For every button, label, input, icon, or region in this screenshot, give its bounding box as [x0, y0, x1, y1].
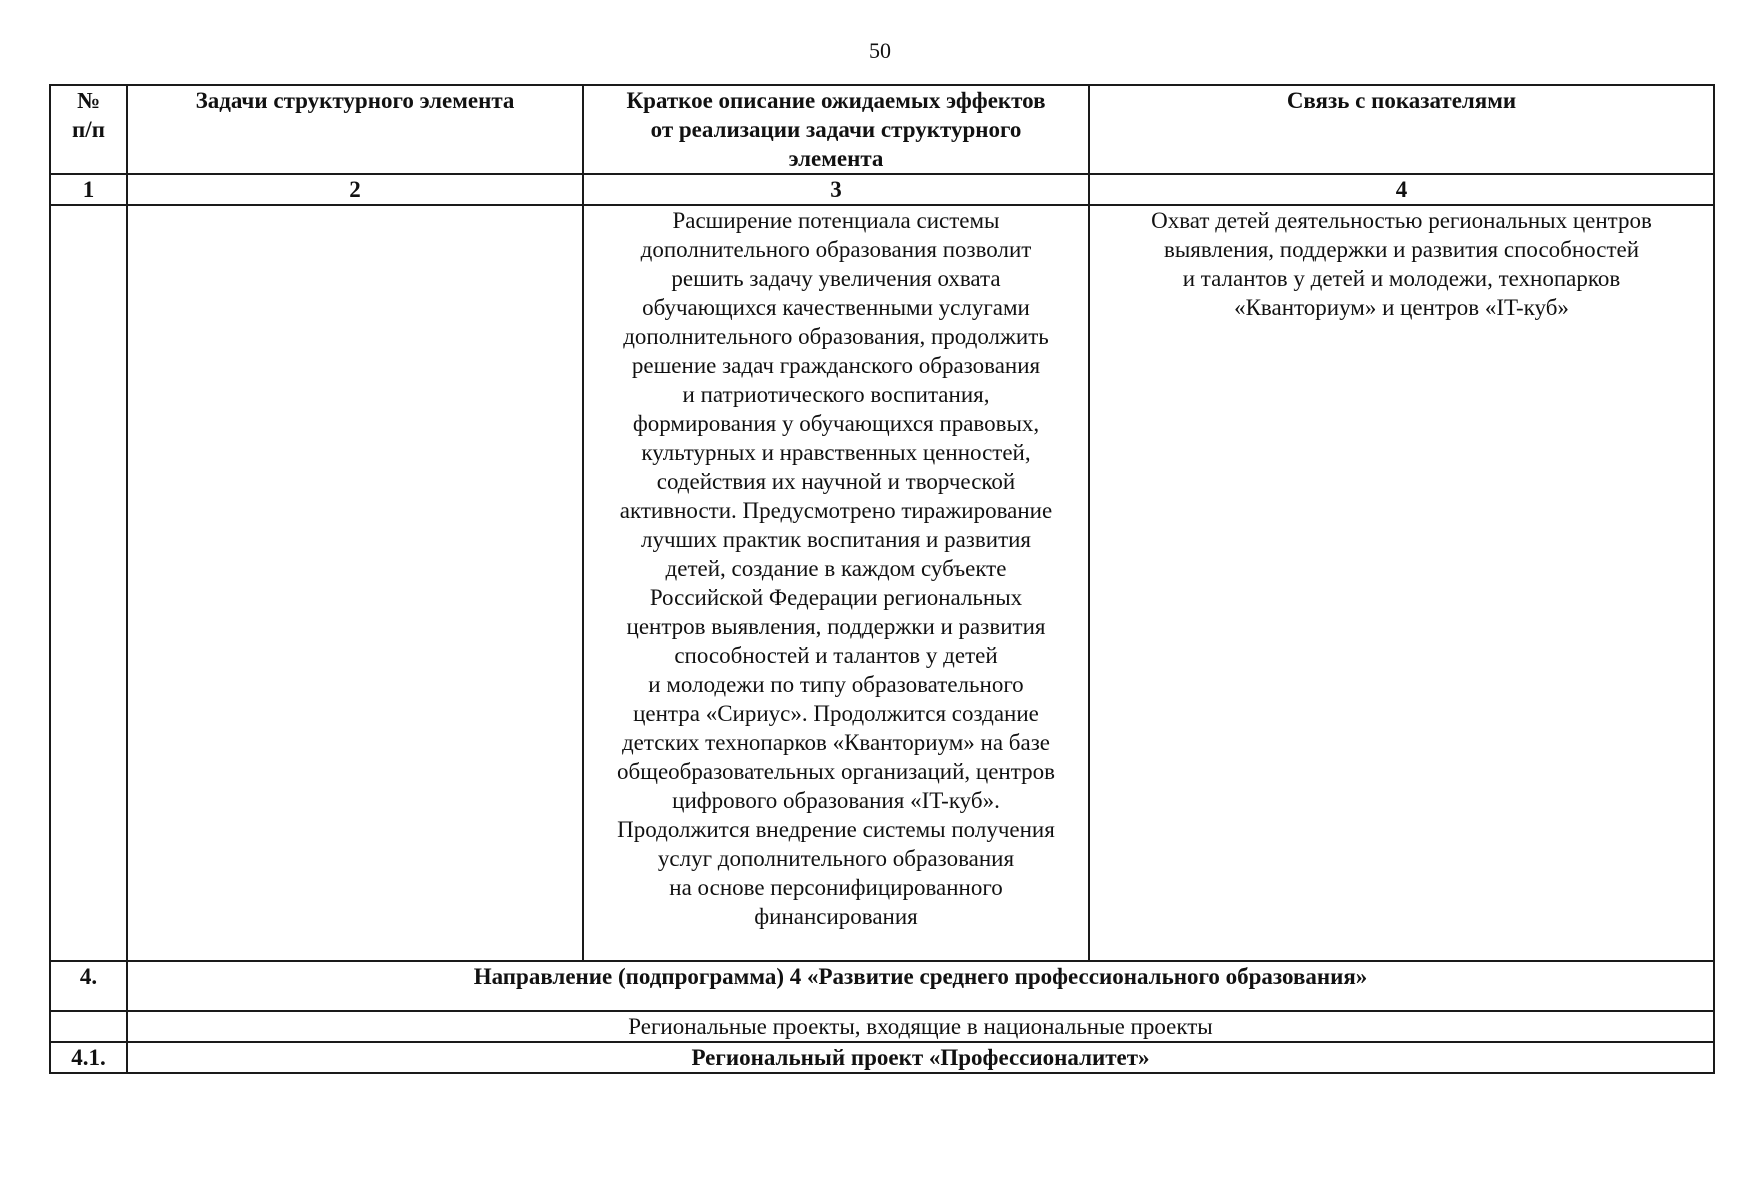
header-line: №: [76, 88, 101, 113]
header-tasks: [127, 85, 583, 174]
subsection-title: Региональные проекты, входящие в национальные проекты: [127, 1011, 1714, 1042]
text-line: выявления, поддержки и развития способностей: [1163, 237, 1640, 262]
text-line: культурных и нравственных ценностей,: [641, 440, 1031, 465]
text-line: Охват детей деятельностью региональных центров: [1151, 208, 1652, 233]
column-number: 1: [50, 174, 127, 205]
text-line: «Кванториум» и центров «IT-куб»: [1234, 295, 1569, 320]
text-line: центра «Сириус». Продолжится создание: [633, 701, 1039, 726]
text-line: дополнительного образования позволит: [640, 237, 1032, 262]
text-line: дополнительного образования, продолжить: [623, 324, 1049, 349]
text-line: центров выявления, поддержки и развития: [626, 614, 1046, 639]
text-line: детских технопарков «Кванториум» на базе: [621, 730, 1051, 755]
table-row: [50, 205, 1714, 961]
header-line: Краткое описание ожидаемых эффектов: [626, 88, 1046, 113]
header-line: п/п: [72, 117, 105, 142]
text-line: способностей и талантов у детей: [674, 643, 998, 668]
text-line: Продолжится внедрение системы получения: [617, 817, 1055, 842]
text-line: финансирования: [754, 904, 918, 929]
project-row: [50, 1042, 1714, 1073]
section-title: Направление (подпрограмма) 4 «Развитие среднего профессионального образования»: [127, 961, 1714, 1011]
section-number: 4.: [50, 961, 127, 1011]
text-line: содействия их научной и творческой: [656, 469, 1016, 494]
subsection-number: [50, 1011, 127, 1042]
text-line: общеобразовательных организаций, центров: [617, 759, 1055, 784]
text-line: и молодежи по типу образовательного: [648, 672, 1024, 697]
subsection-row: [50, 1011, 1714, 1042]
project-title: Региональный проект «Профессионалитет»: [127, 1042, 1714, 1073]
task-cell: [127, 205, 583, 961]
header-indicators: [1089, 85, 1714, 174]
description-cell: [583, 205, 1089, 961]
column-number: 3: [583, 174, 1089, 205]
project-number: 4.1.: [50, 1042, 127, 1073]
text-line: и патриотического воспитания,: [682, 382, 990, 407]
column-number: 4: [1089, 174, 1714, 205]
header-line: элемента: [788, 146, 884, 171]
header-number: [50, 85, 127, 174]
section-row: [50, 961, 1714, 1011]
text-line: решение задач гражданского образования: [631, 353, 1041, 378]
text-line: лучших практик воспитания и развития: [640, 527, 1032, 552]
header-line: Связь с показателями: [1286, 88, 1517, 113]
header-description: [583, 85, 1089, 174]
column-number: 2: [127, 174, 583, 205]
text-line: активности. Предусмотрено тиражирование: [619, 498, 1053, 523]
text-line: цифрового образования «IT-куб».: [672, 788, 1000, 813]
text-line: и талантов у детей и молодежи, технопарков: [1182, 266, 1621, 291]
text-line: услуг дополнительного образования: [657, 846, 1015, 871]
indicator-cell: [1089, 205, 1714, 961]
text-line: Российской Федерации региональных: [649, 585, 1023, 610]
header-line: Задачи структурного элемента: [195, 88, 515, 113]
text-line: детей, создание в каждом субъекте: [665, 556, 1007, 581]
page-number: 50: [869, 38, 891, 63]
header-line: от реализации задачи структурного: [650, 117, 1022, 142]
column-number-row: [50, 174, 1714, 205]
structural-element-table: [49, 84, 1715, 1074]
text-line: решить задачу увеличения охвата: [671, 266, 1001, 291]
row-number-cell: [50, 205, 127, 961]
text-line: Расширение потенциала системы: [672, 208, 1000, 233]
text-line: на основе персонифицированного: [669, 875, 1003, 900]
table-header-row: [50, 85, 1714, 174]
text-line: обучающихся качественными услугами: [642, 295, 1030, 320]
text-line: формирования у обучающихся правовых,: [632, 411, 1040, 436]
